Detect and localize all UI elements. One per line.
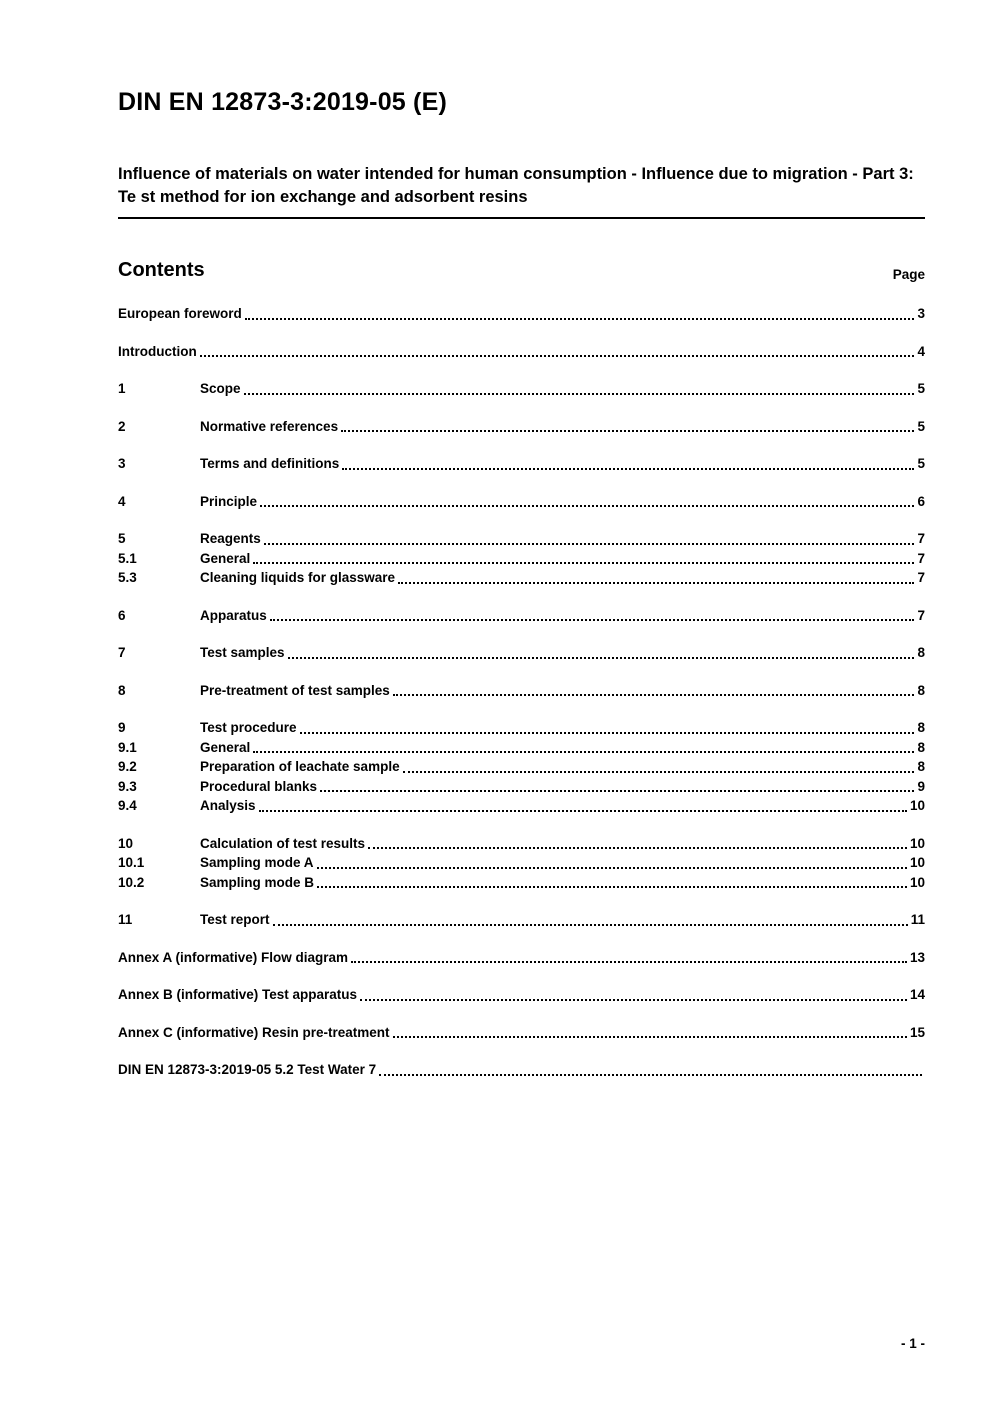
toc-entry-number: 11 [118,912,133,927]
toc-entry-label: Preparation of leachate sample [200,759,400,774]
toc-entry-page: 5 [917,456,925,471]
toc-entry-page: 5 [917,381,925,396]
toc-entry [118,1023,925,1043]
toc-entry-number: 6 [118,607,126,623]
toc-dot-leader [342,468,914,470]
contents-heading: Contents [118,259,205,281]
toc-entry-number: 5 [118,531,126,546]
toc-entry [118,757,925,777]
toc-entry [118,304,925,324]
toc-dot-leader [270,619,915,621]
toc-entry-page: 10 [909,835,925,851]
toc-entry-label: Test procedure [200,720,297,735]
toc-entry-page: 8 [917,645,925,660]
toc-entry-page: 14 [909,987,925,1002]
toc-entry-label: Apparatus [200,607,267,623]
toc-dot-leader [317,886,907,888]
toc-entry-number: 9 [118,720,126,735]
toc-entry [118,910,925,930]
toc-entry [118,454,925,474]
toc-entry-number: 4 [118,493,126,509]
toc-entry [118,718,925,738]
toc-entry-label: Annex C (informative) Resin pre-treatment [118,1024,390,1040]
toc-entry [118,643,925,663]
toc-entry [118,738,925,758]
toc-entry-label: General [200,739,251,755]
toc-list [118,304,925,1080]
page-column-label: Page [892,267,925,282]
toc-entry [118,853,925,873]
toc-dot-leader [244,393,915,395]
toc-entry-number: 7 [118,645,126,660]
toc-entry-page: 4 [917,343,925,359]
toc-dot-leader [273,924,908,926]
toc-dot-leader [300,732,915,734]
toc-dot-leader [288,657,915,659]
toc-entry-number: 3 [118,456,126,471]
toc-dot-leader [368,847,907,849]
toc-entry-label: Procedural blanks [200,778,318,794]
toc-entry-page: 5 [917,418,925,434]
document-subtitle: Influence of materials on water intended for human consumption - Influence due to migration - Part 3: Te st method for ion exchange and adsorbent resins [118,163,925,219]
toc-entry-label: Calculation of test results [200,835,366,851]
toc-entry-label: Normative references [200,418,339,434]
toc-entry-label: Sampling mode A [200,855,314,870]
toc-dot-leader [245,318,915,320]
toc-entry-page: 7 [917,531,925,546]
toc-entry-number: 2 [118,418,126,434]
toc-entry-page: 13 [909,949,925,965]
toc-entry-page: 7 [917,550,925,566]
toc-dot-leader [253,751,914,753]
toc-entry-label: Sampling mode B [200,874,315,890]
toc-entry-page: 8 [917,739,925,755]
toc-entry-label: Annex A (informative) Flow diagram [118,949,349,965]
contents-header [118,259,925,282]
toc-entry-page: 10 [909,798,925,813]
toc-dot-leader [320,790,914,792]
toc-entry-label: Annex B (informative) Test apparatus [118,987,358,1002]
toc-entry-page: 6 [917,493,925,509]
toc-entry-number: 8 [118,682,126,698]
toc-dot-leader [393,1036,907,1038]
toc-dot-leader [398,582,914,584]
toc-entry-label: Analysis [200,798,256,813]
toc-dot-leader [253,562,914,564]
toc-entry [118,873,925,893]
toc-dot-leader [264,543,915,545]
toc-entry [118,1060,925,1080]
toc-entry-label: Test samples [200,645,285,660]
toc-dot-leader [200,355,915,357]
toc-entry [118,985,925,1005]
toc-entry-label: Test report [200,912,270,927]
toc-dot-leader [317,867,907,869]
toc-entry [118,796,925,816]
toc-entry-number: 1 [118,381,126,396]
toc-entry [118,342,925,362]
document-id-title: DIN EN 12873-3:2019-05 (E) [118,88,447,116]
toc-entry-page: 7 [917,607,925,623]
toc-entry-page: 8 [917,682,925,698]
toc-entry [118,834,925,854]
toc-entry [118,777,925,797]
toc-entry [118,948,925,968]
toc-entry-label: Introduction [118,343,197,359]
toc-dot-leader [341,430,914,432]
toc-entry-label: Cleaning liquids for glassware [200,570,396,585]
toc-entry-page: 3 [917,306,925,321]
toc-entry-label: Reagents [200,531,261,546]
toc-entry-page: 15 [909,1024,925,1040]
toc-entry [118,549,925,569]
toc-entry-label: Terms and definitions [200,456,340,471]
toc-entry [118,568,925,588]
toc-dot-leader [351,961,907,963]
toc-entry [118,492,925,512]
toc-dot-leader [260,505,914,507]
toc-entry-number: 5.1 [118,550,137,566]
toc-entry-page: 10 [909,855,925,870]
toc-entry-label: Principle [200,493,258,509]
toc-entry-label: European foreword [118,306,242,321]
toc-dot-leader [403,771,915,773]
toc-entry-number: 5.3 [118,570,137,585]
toc-entry-number: 9.3 [118,778,137,794]
toc-dot-leader [259,810,907,812]
toc-entry-number: 10 [118,835,134,851]
toc-entry-page: 8 [917,759,925,774]
toc-entry-label: DIN EN 12873-3:2019-05 5.2 Test Water 7 [118,1062,377,1077]
toc-entry-label: Scope [200,381,241,396]
page-number-footer: - 1 - [900,1336,925,1351]
toc-entry-number: 10.2 [118,874,145,890]
toc-entry-page: 7 [917,570,925,585]
toc-dot-leader [393,694,915,696]
toc-entry [118,379,925,399]
toc-dot-leader [379,1074,922,1076]
toc-entry-number: 9.4 [118,798,137,813]
toc-entry-number: 10.1 [118,855,145,870]
toc-entry [118,606,925,626]
toc-dot-leader [360,999,907,1001]
toc-entry-page: 10 [909,874,925,890]
toc-entry [118,529,925,549]
toc-entry-number: 9.2 [118,759,137,774]
toc-entry-label: Pre-treatment of test samples [200,682,390,698]
toc-entry-page: 11 [910,912,925,927]
toc-entry-number: 9.1 [118,739,137,755]
toc-entry-page: 9 [917,778,925,794]
toc-entry [118,417,925,437]
toc-entry-label: General [200,550,251,566]
toc-entry-page: 8 [917,720,925,735]
toc-entry [118,681,925,701]
